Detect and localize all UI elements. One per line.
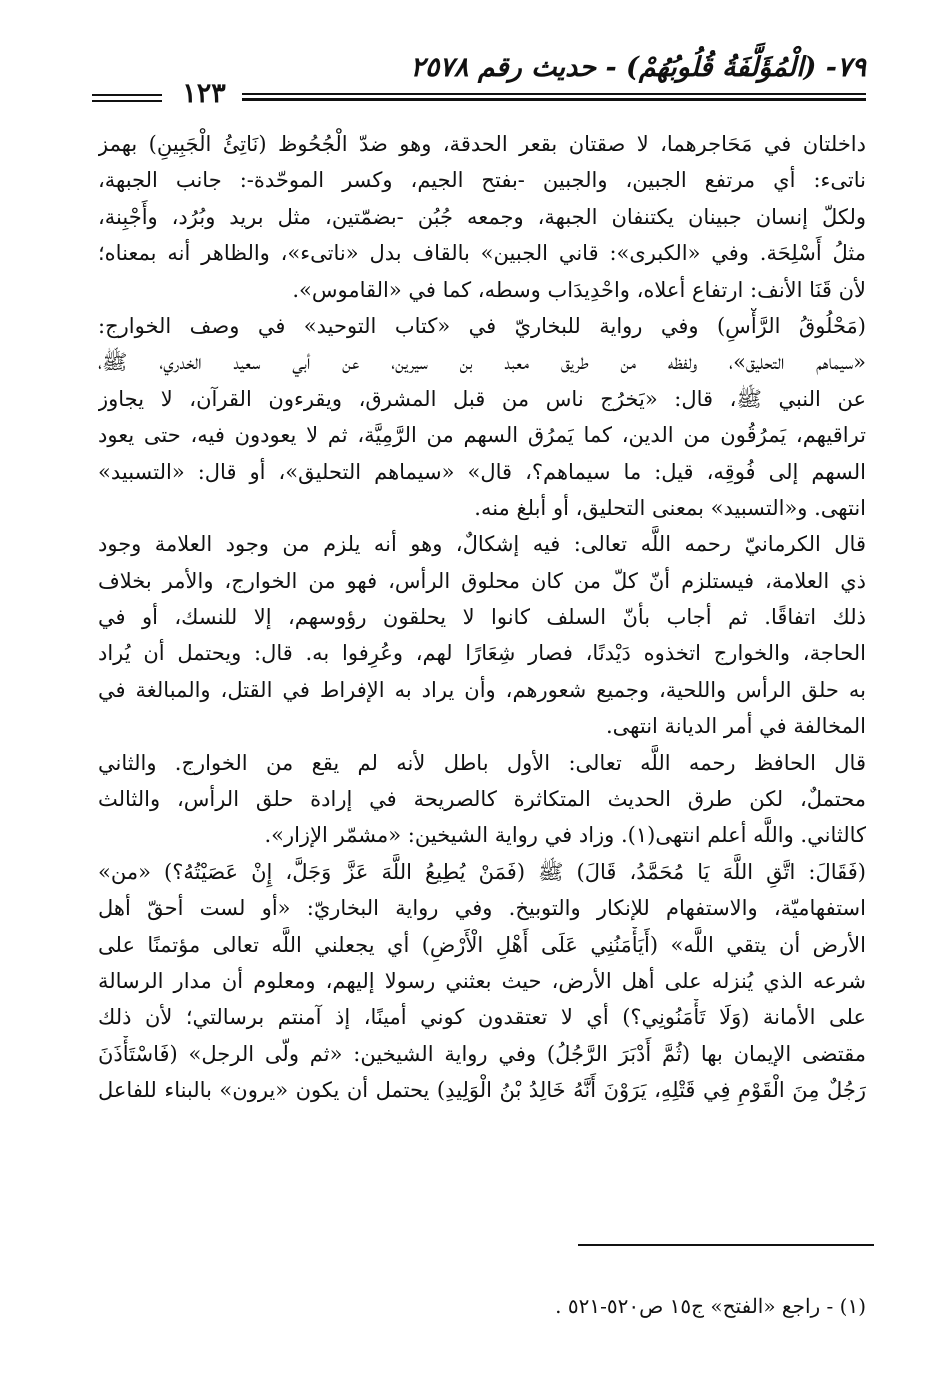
text-line: به حلق الرأس واللحية، وجميع شعورهم، وأن يراد به الإفراط في القتل، والمبالغة في (98, 677, 866, 702)
text-line: محتملٌ، لكن طرق الحديث المتكاثرة كالصريحة في إرادة حلق الرأس، والثالث (98, 787, 866, 812)
text-line: على الأمانة (وَلَا تَأْمَنُونِي؟) أي لا تعتقدون كوني أمينًا، إذ آمنتم برسالتي؛ لأن ذلك (98, 1005, 866, 1030)
text-line: لأن قَنَا الأنف: ارتفاع أعلاه، واحْدِيدَاب وسطه، كما في «القاموس». (292, 277, 866, 302)
text-line: ذي العلامة، فيستلزم أنّ كلّ من كان محلوق الرأس، فهو من الخوارج، والأمر بخلاف (98, 568, 866, 593)
header-rule (92, 78, 866, 109)
running-title: ٧٩- (الْمُؤَلَّفَةُ قُلُوبُهُمْ) - حديث رقم ٢٥٧٨ (410, 52, 866, 83)
text-line: عن النبي ﷺ، قال: «يَخرُج ناس من قبل المشرق، ويقرءون القرآن، لا يجاوز (98, 386, 866, 411)
text-line: ولكلّ إنسان جبينان يكتنفان الجبهة، وجمعه جُبُن -بضمّتين، مثل بريد وبُرُد، وأَجْبِنة، (98, 204, 866, 229)
text-line: تراقيهم، يَمرُقُون من الدين، كما يَمرُق السهم من الرَّمِيَّة، ثم لا يعودون فيه، حتى يعود (98, 423, 866, 448)
text-line: مقتضى الإيمان بها (ثُمَّ أَدْبَرَ الرَّجُلُ) وفي رواية الشيخين: «ثم ولّى الرجل» (فَاسْتَأْذَنَ (98, 1041, 866, 1066)
text-line: السهم إلى فُوقِه، قيل: ما سيماهم؟، قال» «سيماهم التحليق»، أو قال: «التسبيد» (98, 459, 866, 484)
text-line: المخالفة في أمر الديانة انتهى. (606, 714, 866, 739)
text-line: (مَحْلُوقُ الرَّأْسِ) وفي رواية للبخاريّ في «كتاب التوحيد» في وصف الخوارج: (98, 313, 866, 338)
text-line: ناتىء: أي مرتفع الجبين، والجبين -بفتح الجيم، وكسر الموحّدة-: جانب الجبهة، (98, 168, 866, 193)
text-line: كالثاني. واللَّه أعلم انتهى(١). وزاد في رواية الشيخين: «مشمّر الإزار». (264, 823, 866, 848)
text-line: قال الحافظ رحمه اللَّه تعالى: الأول باطل لأنه لم يقع من الخوارج. والثاني (98, 750, 866, 775)
text-line: انتهى. و«التسبيد» بمعنى التحليق، أو أبلغ منه. (474, 495, 866, 520)
text-line: ذلك اتفاقًا. ثم أجاب بأنّ السلف كانوا لا يحلقون رؤوسهم، إلا للنسك، أو في (98, 605, 866, 630)
body-text (98, 126, 866, 1109)
text-line: داخلتان في مَحَاجرهما، لا صقتان بقعر الحدقة، وهو ضدّ الْجُحُوظ (نَاتِئُ الْجَبِينِ) بهمز (98, 132, 866, 156)
text-line: رَجُلٌ مِنَ الْقَوْمِ فِي قَتْلِهِ، يَرَوْنَ أَنَّهُ خَالِدُ بْنُ الْوَلِيدِ) يحتمل أن يكون «يرون» بالبناء للفاعل (98, 1078, 866, 1103)
header-rule-line (92, 94, 162, 96)
footnote-separator (578, 1244, 874, 1246)
header-rule-line (92, 100, 162, 102)
header-rule-line (242, 98, 866, 101)
page-header (92, 52, 866, 112)
footnote: (١) - راجع «الفتح» ج١٥ ص٥٢٠-٥٢١ . (555, 1294, 866, 1318)
text-line: الأرض أن يتقي اللَّه» (أَيَأْمَنُنِي عَلَى أَهْلِ الْأَرْضِ) أي يجعلني اللَّه تعالى مؤتمنًا على (98, 932, 866, 957)
text-line: (فَقَالَ: اتَّقِ اللَّهَ يَا مُحَمَّدُ، قَالَ) ﷺ (فَمَنْ يُطِيعُ اللَّهَ عَزَّ وَجَلَّ، إِنْ عَصَيْتُهُ؟) «من» (98, 859, 866, 884)
text-line: مثلُ أَسْلِحَة. وفي «الكبرى»: قاني الجبين» بالقاف بدل «ناتىء»، والظاهر أنه بمعناه؛ (98, 241, 866, 266)
text-line: شرعه الذي يُنزله على أهل الأرض، حيث بعثني رسولا إليهم، ومعلوم أن مدار الرسالة (98, 968, 866, 993)
text-line: «سيماهم التحليق»، ولفظه من طريق معبد بن سيرين، عن أبي سعيد الخدري، ﷺ، (98, 350, 866, 375)
text-line: استفهاميّة، والاستفهام للإنكار والتوبيخ. وفي رواية البخاريّ: «أو لست أحقّ أهل (98, 896, 866, 921)
header-rule-line (242, 93, 866, 95)
text-line: قال الكرمانيّ رحمه اللَّه تعالى: فيه إشكالٌ، وهو أنه يلزم من وجود العلامة وجود (98, 532, 866, 557)
text-line: الحاجة، والخوارج اتخذوه دَيْدنًا، فصار شِعَارًا لهم، وعُرِفوا به. قال: ويحتمل أن يُراد (98, 641, 866, 666)
page-number: ١٢٣ (182, 78, 226, 109)
